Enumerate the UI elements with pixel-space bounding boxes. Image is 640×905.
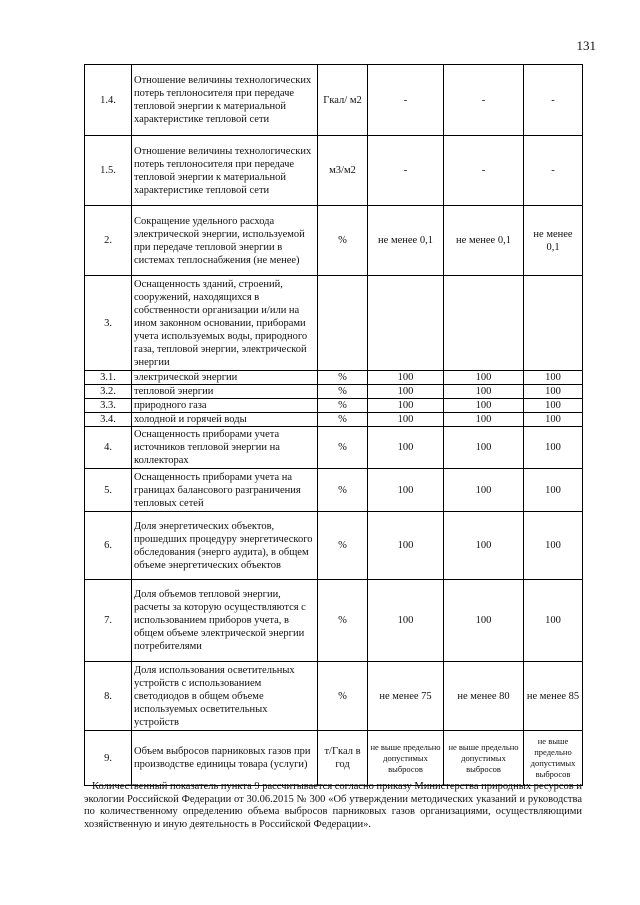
- value-cell-3: [524, 276, 583, 371]
- value-cell-2: не выше предельно допустимых выбросов: [444, 731, 524, 786]
- value-cell-2: 100: [444, 427, 524, 469]
- value-cell-3: 100: [524, 427, 583, 469]
- value-cell-1: -: [368, 65, 444, 136]
- value-cell-1: 100: [368, 512, 444, 580]
- unit-cell: %: [318, 385, 368, 399]
- value-cell-2: не менее 0,1: [444, 206, 524, 276]
- table-row: [85, 427, 583, 469]
- value-cell-1: 100: [368, 413, 444, 427]
- table-row: [85, 580, 583, 662]
- indicator-name: Оснащенность зданий, строений, сооружений, находящихся в собственности организации и/или на ином законном основании, приборами учета используемых воды, природного газа, тепловой энергии, электрической энергии: [132, 276, 318, 371]
- footnote-text: Количественный показатель пункта 9 рассчитывается согласно приказу Министерства природных ресурсов и экологии Российской Федерации от 30.06.2015 № 300 «Об утверждении методических указаний и руководства по количественному определению объема выбросов парниковых газов организациями, осуществляющими хозяйственную и иную деятельность в Российской Федерации».: [84, 781, 582, 830]
- value-cell-3: 100: [524, 469, 583, 512]
- table-row: [85, 206, 583, 276]
- indicator-name: Объем выбросов парниковых газов при производстве единицы товара (услуги): [132, 731, 318, 786]
- table-row: [85, 512, 583, 580]
- value-cell-3: не менее 0,1: [524, 206, 583, 276]
- value-cell-1: не выше предельно допустимых выбросов: [368, 731, 444, 786]
- unit-cell: Гкал/ м2: [318, 65, 368, 136]
- indicator-name: холодной и горячей воды: [132, 413, 318, 427]
- indicator-name: природного газа: [132, 399, 318, 413]
- table-row: [85, 65, 583, 136]
- unit-cell: [318, 276, 368, 371]
- row-number: 7.: [85, 580, 132, 662]
- page-number: 131: [576, 38, 596, 53]
- value-cell-1: не менее 0,1: [368, 206, 444, 276]
- indicator-name: Доля использования осветительных устройств с использованием светодиодов в общем объеме используемых осветительных устройств: [132, 662, 318, 731]
- value-cell-2: не менее 80: [444, 662, 524, 731]
- value-cell-2: -: [444, 65, 524, 136]
- table-row: [85, 385, 583, 399]
- value-cell-1: не менее 75: [368, 662, 444, 731]
- indicator-name: Оснащенность приборами учета на границах балансового разграничения тепловых сетей: [132, 469, 318, 512]
- table-row: [85, 399, 583, 413]
- row-number: 6.: [85, 512, 132, 580]
- unit-cell: т/Гкал в год: [318, 731, 368, 786]
- row-number: 2.: [85, 206, 132, 276]
- indicator-name: Отношение величины технологических потерь теплоносителя при передаче тепловой энергии к материальной характеристике тепловой сети: [132, 65, 318, 136]
- value-cell-2: 100: [444, 413, 524, 427]
- value-cell-2: [444, 276, 524, 371]
- table-row: [85, 371, 583, 385]
- value-cell-2: -: [444, 136, 524, 206]
- value-cell-2: 100: [444, 371, 524, 385]
- unit-cell: %: [318, 399, 368, 413]
- value-cell-2: 100: [444, 469, 524, 512]
- value-cell-2: 100: [444, 385, 524, 399]
- indicator-name: электрической энергии: [132, 371, 318, 385]
- table-row: [85, 413, 583, 427]
- unit-cell: %: [318, 469, 368, 512]
- value-cell-1: -: [368, 136, 444, 206]
- indicator-name: Отношение величины технологических потерь теплоносителя при передаче тепловой энергии к материальной характеристике тепловой сети: [132, 136, 318, 206]
- value-cell-3: не выше предельно допустимых выбросов: [524, 731, 583, 786]
- unit-cell: %: [318, 662, 368, 731]
- value-cell-1: 100: [368, 469, 444, 512]
- unit-cell: %: [318, 413, 368, 427]
- value-cell-1: [368, 276, 444, 371]
- value-cell-3: 100: [524, 413, 583, 427]
- table-row: [85, 276, 583, 371]
- table-row: [85, 136, 583, 206]
- value-cell-1: 100: [368, 580, 444, 662]
- unit-cell: %: [318, 427, 368, 469]
- value-cell-2: 100: [444, 512, 524, 580]
- row-number: 1.5.: [85, 136, 132, 206]
- indicator-name: Доля объемов тепловой энергии, расчеты за которую осуществляются с использованием приборов учета, в общем объеме электрической энергии потребителями: [132, 580, 318, 662]
- indicator-name: Сокращение удельного расхода электрической энергии, используемой при передаче тепловой энергии в системах теплоснабжения (не менее): [132, 206, 318, 276]
- unit-cell: %: [318, 371, 368, 385]
- table-row: [85, 469, 583, 512]
- footnote: [84, 781, 582, 831]
- indicator-name: тепловой энергии: [132, 385, 318, 399]
- row-number: 3.3.: [85, 399, 132, 413]
- unit-cell: м3/м2: [318, 136, 368, 206]
- value-cell-2: 100: [444, 399, 524, 413]
- value-cell-1: 100: [368, 371, 444, 385]
- row-number: 4.: [85, 427, 132, 469]
- row-number: 3.: [85, 276, 132, 371]
- value-cell-1: 100: [368, 399, 444, 413]
- indicator-name: Оснащенность приборами учета источников тепловой энергии на коллекторах: [132, 427, 318, 469]
- value-cell-3: 100: [524, 512, 583, 580]
- value-cell-3: 100: [524, 371, 583, 385]
- unit-cell: %: [318, 580, 368, 662]
- row-number: 9.: [85, 731, 132, 786]
- value-cell-1: 100: [368, 427, 444, 469]
- value-cell-2: 100: [444, 580, 524, 662]
- row-number: 1.4.: [85, 65, 132, 136]
- value-cell-3: не менее 85: [524, 662, 583, 731]
- indicators-table: [84, 64, 583, 786]
- value-cell-3: 100: [524, 399, 583, 413]
- row-number: 3.4.: [85, 413, 132, 427]
- value-cell-1: 100: [368, 385, 444, 399]
- unit-cell: %: [318, 512, 368, 580]
- table-row: [85, 731, 583, 786]
- indicator-name: Доля энергетических объектов, прошедших процедуру энергетического обследования (энерго аудита), в общем объеме энергетических объектов: [132, 512, 318, 580]
- table-row: [85, 662, 583, 731]
- row-number: 3.1.: [85, 371, 132, 385]
- value-cell-3: -: [524, 65, 583, 136]
- value-cell-3: -: [524, 136, 583, 206]
- row-number: 5.: [85, 469, 132, 512]
- value-cell-3: 100: [524, 580, 583, 662]
- value-cell-3: 100: [524, 385, 583, 399]
- row-number: 3.2.: [85, 385, 132, 399]
- row-number: 8.: [85, 662, 132, 731]
- unit-cell: %: [318, 206, 368, 276]
